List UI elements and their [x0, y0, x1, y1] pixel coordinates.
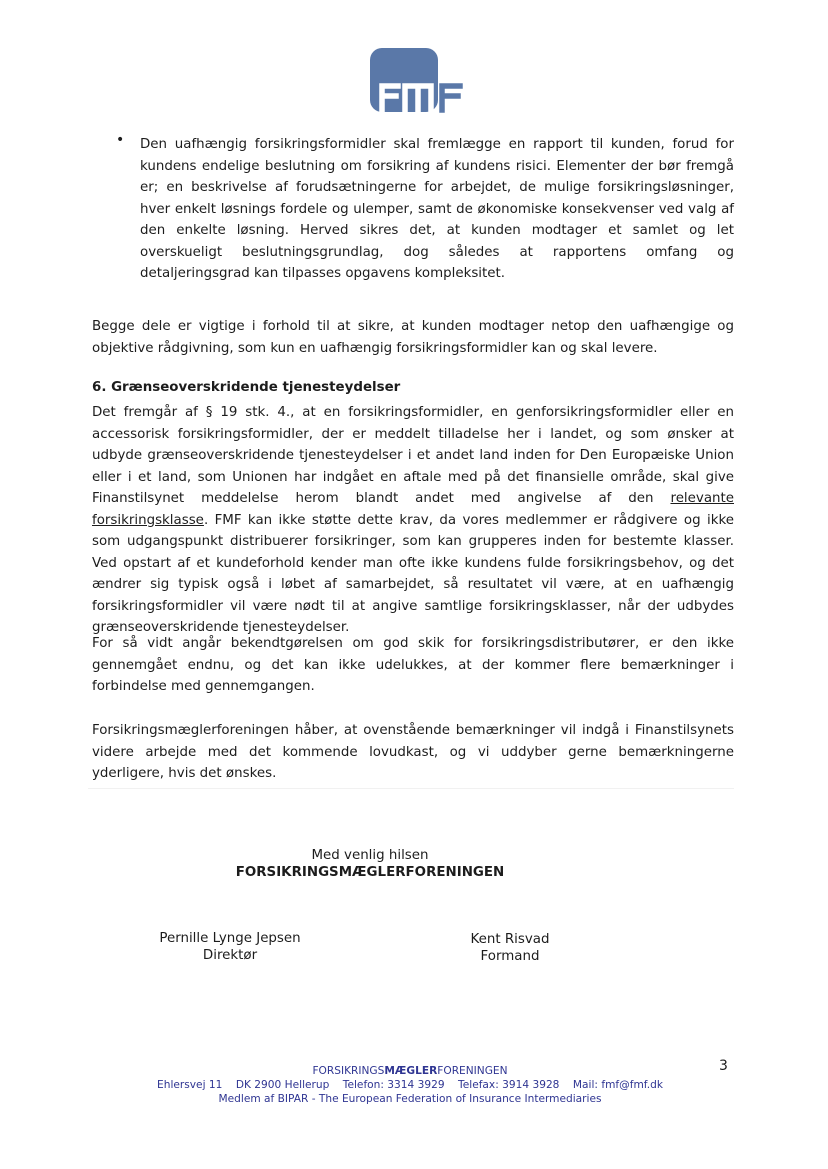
page-number: 3 — [719, 1058, 728, 1074]
footer-membership: Medlem af BIPAR - The European Federation of Insurance Intermediaries — [218, 1093, 602, 1105]
signatory-title: Direktør — [202, 948, 258, 963]
signatory-name: Pernille Lynge Jepsen — [159, 931, 301, 946]
footer-address: Ehlersvej 11 DK 2900 Hellerup Telefon: 3314 3929 Telefax: 3914 3928 Mail: fmf@fmf.dk — [157, 1079, 663, 1091]
section-heading: 6. Grænseoverskridende tjenesteydelser — [92, 380, 401, 395]
signatory-title: Formand — [480, 949, 540, 964]
footer-organization: FORSIKRINGSMÆGLERFORENINGEN — [312, 1065, 508, 1077]
signatory-left — [130, 930, 330, 964]
fmf-logo — [368, 46, 466, 116]
signatory-right — [410, 931, 610, 965]
section-text-before-link: Det fremgår af § 19 stk. 4., at en forsikringsformidler, en genforsikringsformidler eller en accessorisk forsikringsformidler, der er meddelt tilladelse her i landet, og som ønsker at udbyde grænseoverskridende tjenesteydelser i et andet land inden for Den Europæiske Union eller i et land, som Unionen har indgået en aftale med på det finansielle område, skal give Finanstilsynet meddelelse herom blandt andet med angivelse af den — [92, 405, 734, 506]
organization-name: FORSIKRINGSMÆGLERFORENINGEN — [235, 865, 505, 880]
relevant-class-link[interactable]: relevante forsikringsklasse — [92, 491, 734, 528]
bullet-symbol: • — [116, 132, 125, 148]
paragraph-good-practice: For så vidt angår bekendtgørelsen om god skik for forsikringsdistributører, er den ikke gennemgået endnu, og det kan ikke udelukkes, at der kommer flere bemærkninger i forbindelse med gennemgangen. — [92, 636, 734, 694]
section-text-after-link: . FMF kan ikke støtte dette krav, da vores medlemmer er rådgivere og ikke som udgangspunkt distribuerer forsikringer, som kan grupperes inden for bestemte klasser. Ved opstart af et kundeforhold kender man ofte ikke kundens fulde forsikringsbehov, og det ændrer sig typisk også i løbet af samarbejdet, så resultatet vil være, at en uafhængig forsikringsformidler vil være nødt til at angive samtlige forsikringsklasser, når der udbydes grænseoverskridende tjenesteydelser. — [92, 512, 734, 635]
bullet-text: Den uafhængig forsikringsformidler skal fremlægge en rapport til kunden, forud for kundens endelige beslutning om forsikring af kundens risici. Elementer der bør fremgå er; en beskrivelse af forudsætningerne for arbejdet, de mulige forsikringsløsninger, hver enkelt løsnings fordele og ulemper, samt de økonomiske konsekvenser ved valg af den enkelte løsning. Herved sikres det, at kunden modtager et samlet og let overskueligt beslutningsgrundlag, dog således at rapportens omfang og detaljeringsgrad kan tilpasses opgavens kompleksitet. — [140, 137, 734, 281]
paragraph-closing-remarks: Forsikringsmæglerforeningen håber, at ovenstående bemærkninger vil indgå i Finanstilsynets videre arbejde med det kommende lovudkast, og vi uddyber gerne bemærkningerne yderligere, hvis det ønskes. — [92, 723, 734, 781]
paragraph-independent-advice: Begge dele er vigtige i forhold til at sikre, at kunden modtager netop den uafhængige og objektive rådgivning, som kun en uafhængig forsikringsformidler kan og skal levere. — [92, 319, 734, 356]
divider — [88, 788, 734, 789]
signatory-name: Kent Risvad — [470, 932, 550, 947]
section-body — [92, 402, 734, 639]
greeting: Med venlig hilsen — [311, 848, 429, 863]
